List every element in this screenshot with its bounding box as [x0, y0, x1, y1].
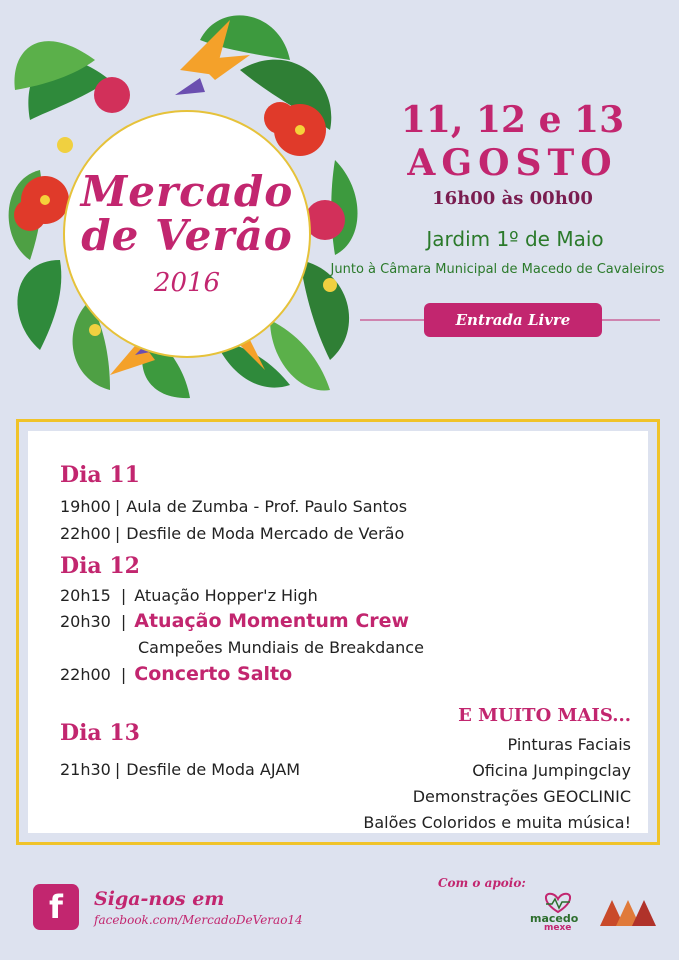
extra-activity: Oficina Jumpingclay	[472, 761, 631, 780]
title-line-1: Mercado	[80, 167, 294, 216]
program-activity-highlight: Concerto Salto	[134, 663, 293, 685]
program-time: 22h00	[60, 524, 111, 543]
macedo-mexe-logo	[528, 890, 588, 938]
extra-activity: Balões Coloridos e muita música!	[363, 813, 631, 832]
program-row	[60, 497, 407, 516]
separator: |	[120, 586, 127, 605]
event-hours: 16h00 às 00h00	[432, 188, 593, 209]
program-time: 19h00	[60, 497, 111, 516]
extra-activity: Pinturas Faciais	[507, 735, 631, 754]
program-subtext: Campeões Mundiais de Breakdance	[138, 638, 424, 657]
event-dates: 11, 12 e 13	[400, 99, 625, 141]
program-activity: Aula de Zumba - Prof. Paulo Santos	[126, 497, 408, 516]
facebook-icon[interactable]: f	[33, 884, 79, 930]
support-label: Com o apoio:	[438, 876, 526, 890]
program-time: 22h00	[60, 665, 111, 684]
program-row	[60, 524, 404, 543]
event-month: AGOSTO	[407, 142, 618, 184]
program-activity: Desfile de Moda AJAM	[126, 760, 301, 779]
heart-icon	[528, 890, 588, 914]
separator: |	[120, 612, 127, 631]
day-12-heading: Dia 12	[60, 553, 140, 579]
program-row	[60, 663, 292, 685]
program-row	[60, 586, 318, 605]
title-year: 2016	[153, 268, 221, 298]
program-activity: Desfile de Moda Mercado de Verão	[126, 524, 405, 543]
program-activity-highlight: Atuação Momentum Crew	[134, 610, 410, 632]
day-13-heading: Dia 13	[60, 720, 140, 746]
facebook-link[interactable]: facebook.com/MercadoDeVerao14	[94, 913, 303, 927]
title-badge	[63, 110, 311, 358]
event-venue-detail: Junto à Câmara Municipal de Macedo de Cavaleiros	[330, 262, 665, 277]
program-row	[60, 610, 409, 632]
program-time: 21h30	[60, 760, 111, 779]
separator: |	[114, 760, 121, 779]
separator: |	[114, 497, 121, 516]
entry-badge: Entrada Livre	[424, 303, 602, 337]
program-time: 20h30	[60, 612, 111, 631]
event-venue: Jardim 1º de Maio	[426, 227, 604, 251]
extra-activity: Demonstrações GEOCLINIC	[412, 787, 631, 806]
title-line-2: de Verão	[81, 211, 293, 260]
program-time: 20h15	[60, 586, 111, 605]
logo-text: mexe	[544, 923, 572, 933]
logo-text: macedo	[530, 912, 579, 925]
program-row	[60, 760, 300, 779]
separator: |	[114, 524, 121, 543]
partner-logo-icon	[598, 890, 660, 934]
follow-label: Siga-nos em	[94, 888, 225, 910]
separator: |	[120, 665, 127, 684]
program-activity: Atuação Hopper'z High	[134, 586, 318, 605]
day-11-heading: Dia 11	[60, 462, 140, 488]
more-heading: E MUITO MAIS...	[458, 705, 631, 726]
